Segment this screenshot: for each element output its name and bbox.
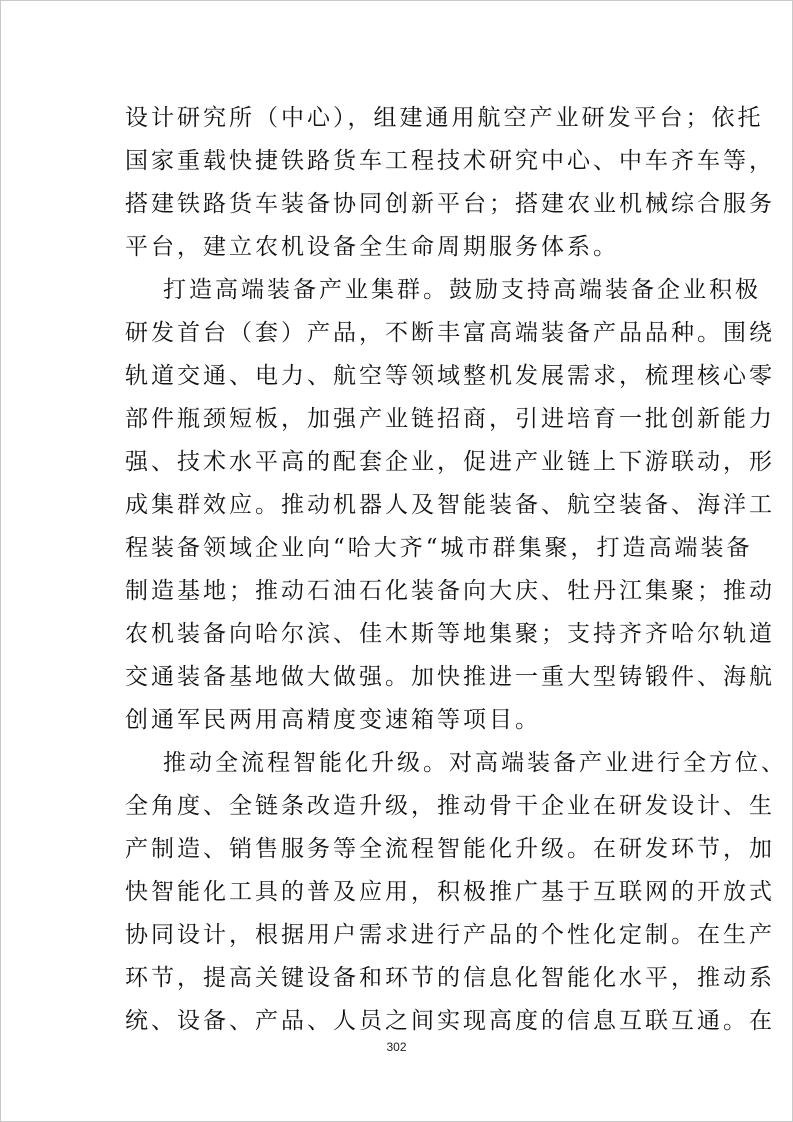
paragraph-line: 部件瓶颈短板，加强产业链招商，引进培育一批创新能力 [125, 406, 775, 432]
paragraph-line: 统、设备、产品、人员之间实现高度的信息互联互通。在 [125, 1008, 775, 1034]
paragraph-line: 成集群效应。推动机器人及智能装备、航空装备、海洋工 [125, 492, 775, 518]
paragraph-line: 国家重载快捷铁路货车工程技术研究中心、中车齐车等， [125, 148, 775, 174]
paragraph-line: 快智能化工具的普及应用，积极推广基于互联网的开放式 [125, 879, 775, 905]
paragraph-line: 产制造、销售服务等全流程智能化升级。在研发环节，加 [125, 836, 775, 862]
paragraph-line: 农机装备向哈尔滨、佳木斯等地集聚；支持齐齐哈尔轨道 [125, 621, 775, 647]
paragraph-line: 协同设计，根据用户需求进行产品的个性化定制。在生产 [125, 922, 775, 948]
paragraph-line: 强、技术水平高的配套企业，促进产业链上下游联动，形 [125, 449, 775, 475]
paragraph-line: 平台，建立农机设备全生命周期服务体系。 [125, 234, 619, 260]
paragraph-line: 轨道交通、电力、航空等领域整机发展需求，梳理核心零 [125, 363, 775, 389]
paragraph-line: 环节，提高关键设备和环节的信息化智能化水平，推动系 [125, 965, 775, 991]
paragraph-line: 创通军民两用高精度变速箱等项目。 [125, 707, 541, 733]
paragraph-line: 制造基地；推动石油石化装备向大庆、牡丹江集聚；推动 [125, 578, 775, 604]
paragraph-line: 全角度、全链条改造升级，推动骨干企业在研发设计、生 [125, 793, 775, 819]
paragraph-line: 研发首台（套）产品，不断丰富高端装备产品品种。围绕 [125, 320, 775, 346]
paragraph-line: 程装备领域企业向“哈大齐“城市群集聚，打造高端装备 [125, 535, 753, 561]
page-number: 302 [386, 1040, 407, 1054]
paragraph-heading-line: 打造高端装备产业集群。鼓励支持高端装备企业积极 [163, 277, 761, 303]
paragraph-line: 搭建铁路货车装备协同创新平台；搭建农业机械综合服务 [125, 191, 775, 217]
paragraph-line: 交通装备基地做大做强。加快推进一重大型铸锻件、海航 [125, 664, 775, 690]
paragraph-line: 设计研究所（中心），组建通用航空产业研发平台；依托 [125, 105, 764, 131]
paragraph-heading-line: 推动全流程智能化升级。对高端装备产业进行全方位、 [163, 750, 787, 776]
